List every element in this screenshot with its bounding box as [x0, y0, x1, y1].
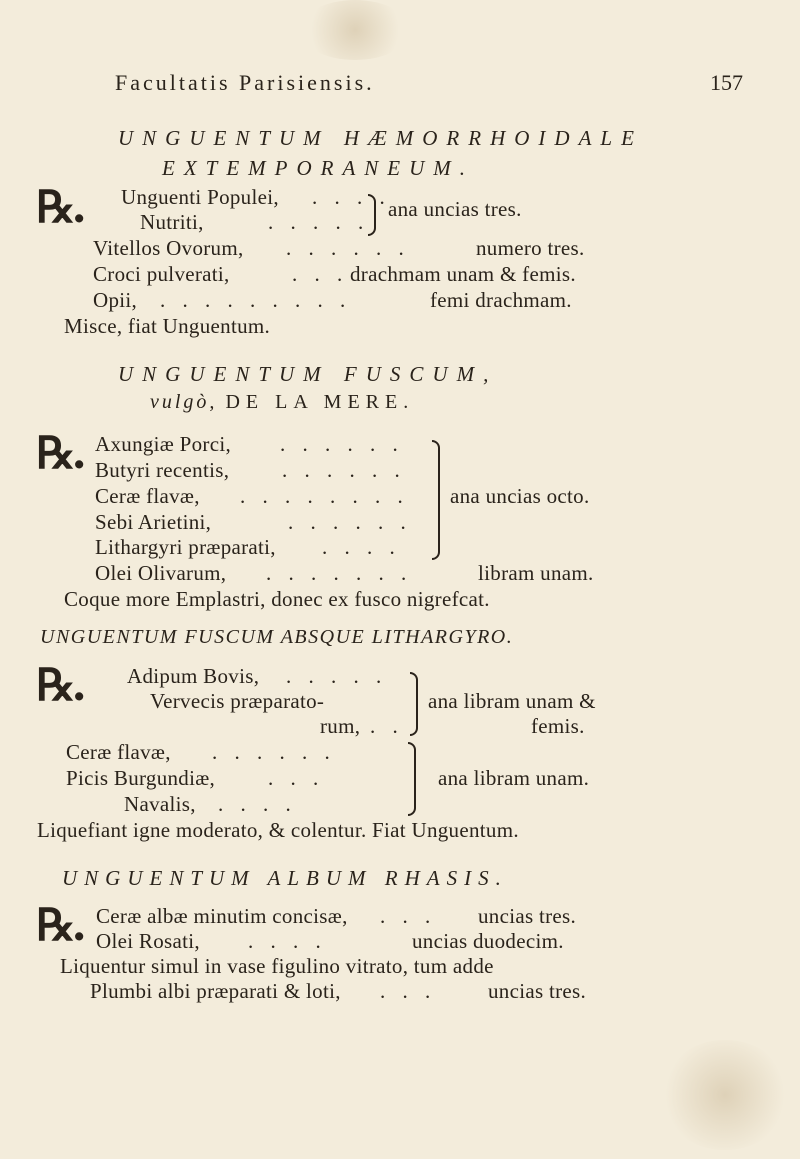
ingredient-line: Opii,: [93, 288, 138, 312]
quantity-label: femis.: [531, 714, 585, 738]
quantity-label: numero tres.: [476, 236, 585, 260]
leader-dots: . . . .: [322, 535, 401, 559]
quantity-label: femi drachmam.: [430, 288, 572, 312]
leader-dots: . . . . . .: [280, 432, 404, 456]
ingredient-line: Croci pulverati,: [93, 262, 230, 286]
instruction-line: Coque more Emplastri, donec ex fusco nigrefcat.: [64, 587, 490, 611]
ingredient-line: rum,: [320, 714, 361, 738]
recipe-title: UNGUENTUM ALBUM RHASIS.: [62, 866, 508, 890]
running-head: Facultatis Parisiensis.: [115, 70, 375, 95]
ingredient-line: Axungiæ Porci,: [95, 432, 232, 456]
leader-dots: . . .: [292, 262, 349, 286]
ingredient-line: Ceræ flavæ,: [66, 740, 171, 764]
instruction-line: Liquefiant igne moderato, & colentur. Fiat Unguentum.: [37, 818, 519, 842]
ingredient-line: Lithargyri præparati,: [95, 535, 276, 559]
quantity-label: ana libram unam.: [438, 766, 590, 790]
leader-dots: . . . . .: [268, 210, 370, 234]
quantity-label: libram unam.: [478, 561, 594, 585]
ingredient-line: Unguenti Populei,: [121, 185, 279, 209]
instruction-line: Misce, fiat Unguentum.: [64, 314, 271, 338]
ingredient-line: Plumbi albi præparati & loti,: [90, 979, 341, 1003]
vulgo-label: vulgò,: [150, 391, 218, 413]
ingredient-line: Ceræ albæ minutim concisæ,: [96, 904, 348, 928]
grouping-brace: [432, 440, 440, 560]
paper-stain: [660, 1040, 790, 1150]
leader-dots: . . . . . . . .: [240, 484, 409, 508]
leader-dots: . . . . . .: [288, 510, 412, 534]
grouping-brace: [410, 672, 418, 736]
ingredient-line: Adipum Bovis,: [127, 664, 260, 688]
quantity-label: drachmam unam & femis.: [350, 262, 576, 286]
ingredient-line: Vitellos Ovorum,: [93, 236, 244, 260]
quantity-label: ana libram unam &: [428, 689, 596, 713]
quantity-label: uncias duodecim.: [412, 929, 564, 953]
quantity-label: ana uncias tres.: [388, 197, 522, 221]
paper-stain: [300, 0, 410, 60]
ingredient-line: Picis Burgundiæ,: [66, 766, 216, 790]
recipe-subtitle: EXTEMPORANEUM.: [162, 156, 475, 180]
instruction-line: Liquentur simul in vase figulino vitrato, tum adde: [60, 954, 494, 978]
leader-dots: . . . .: [248, 929, 327, 953]
page-number: 157: [710, 70, 743, 95]
leader-dots: . . . . .: [286, 664, 388, 688]
recipe-symbol: ℞.: [36, 900, 83, 951]
vulgo-name: DE LA MERE.: [225, 391, 415, 413]
recipe-symbol: ℞.: [36, 182, 83, 233]
quantity-label: ana uncias octo.: [450, 484, 590, 508]
recipe-title: UNGUENTUM FUSCUM ABSQUE LITHARGYRO.: [40, 626, 514, 648]
quantity-label: uncias tres.: [478, 904, 577, 928]
leader-dots: . . . . . .: [282, 458, 406, 482]
grouping-brace: [408, 742, 416, 816]
leader-dots: . . . .: [218, 792, 297, 816]
recipe-subtitle: [150, 391, 414, 414]
ingredient-line: Olei Olivarum,: [95, 561, 227, 585]
ingredient-line: Butyri recentis,: [95, 458, 230, 482]
quantity-label: uncias tres.: [488, 979, 587, 1003]
ingredient-line: Ceræ flavæ,: [95, 484, 200, 508]
recipe-title: UNGUENTUM HÆMORRHOIDALE: [118, 126, 643, 150]
ingredient-line: Vervecis præparato-: [150, 689, 325, 713]
grouping-brace: [368, 194, 376, 236]
ingredient-line: Olei Rosati,: [96, 929, 200, 953]
leader-dots: . . . . . . .: [266, 561, 413, 585]
recipe-title: UNGUENTUM FUSCUM,: [118, 362, 498, 386]
leader-dots: . . . . . .: [286, 236, 410, 260]
ingredient-line: Navalis,: [124, 792, 196, 816]
leader-dots: . . . .: [312, 185, 391, 209]
leader-dots: . . . . . . . . .: [160, 288, 352, 312]
recipe-symbol: ℞.: [36, 660, 83, 711]
ingredient-line: Sebi Arietini,: [95, 510, 212, 534]
leader-dots: . .: [370, 714, 404, 738]
leader-dots: . . .: [380, 904, 437, 928]
leader-dots: . . . . . .: [212, 740, 336, 764]
ingredient-line: Nutriti,: [140, 210, 204, 234]
recipe-symbol: ℞.: [36, 428, 83, 479]
leader-dots: . . .: [380, 979, 437, 1003]
leader-dots: . . .: [268, 766, 325, 790]
